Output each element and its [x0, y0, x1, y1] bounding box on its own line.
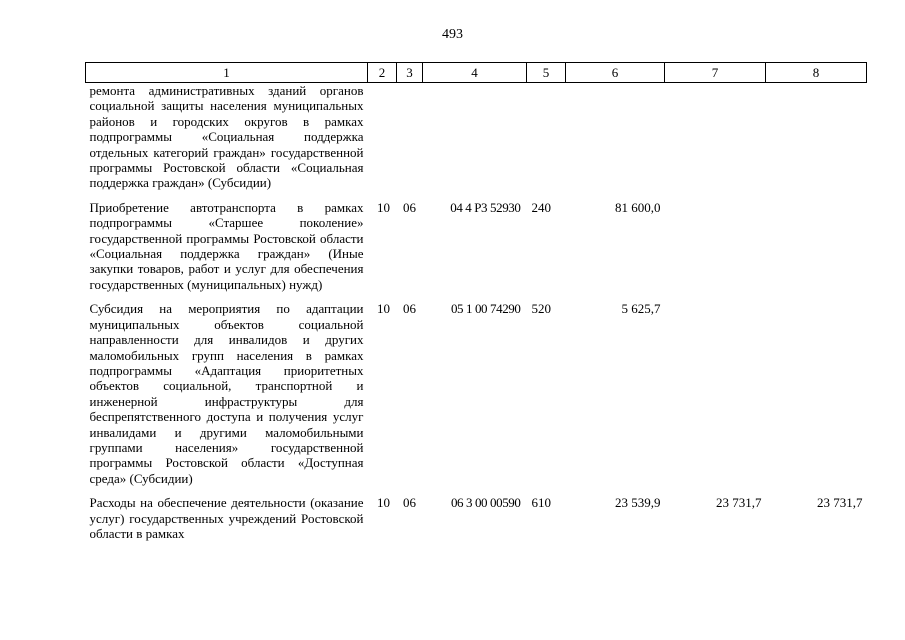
row-amount-col7 [665, 83, 766, 200]
column-number-3: 3 [397, 63, 423, 83]
row-description: Приобретение автотранспорта в рамках подпрограммы «Старшее поколение» государственной программы Ростовской области «Социальная поддержка граждан» (Иные закупки товаров, работ и услуг для обеспечения государственных (муниципальных) нужд) [89, 199, 364, 292]
row-section-code: 10 [377, 301, 390, 317]
table-body [86, 83, 867, 542]
row-subsection-code: 06 [403, 301, 416, 317]
row-target-article [423, 83, 527, 200]
row-subsection-code: 06 [403, 495, 416, 511]
table-row [86, 200, 867, 301]
table-header [86, 63, 867, 83]
row-description: Субсидия на мероприятия по адаптации муниципальных объектов социальной направленности для инвалидов и других маломобильных групп населения в рамках подпрограммы «Адаптация приоритетных объектов социальной, транспортной и инженерной инфраструктуры для беспрепятственного доступа и получения услуг инвалидами и другими маломобильными группами населения» государственной программы Ростовской области «Доступная среда» (Субсидии) [89, 301, 364, 486]
column-number-2: 2 [368, 63, 397, 83]
row-amount-col6: 81 600,0 [615, 199, 661, 215]
row-section-code [368, 83, 397, 200]
row-amount-col7 [665, 200, 766, 301]
table-row [86, 83, 867, 200]
column-number-5: 5 [527, 63, 566, 83]
row-expense-type: 610 [531, 495, 551, 511]
row-description: Расходы на обеспечение деятельности (оказание услуг) государственных учреждений Ростовской области в рамках [89, 495, 364, 541]
page-number: 493 [442, 27, 463, 42]
column-number-8: 8 [766, 63, 867, 83]
column-number-row [86, 63, 867, 83]
row-section-code: 10 [377, 199, 390, 215]
row-subsection-code: 06 [403, 199, 416, 215]
column-number-1: 1 [86, 63, 368, 83]
row-subsection-code [397, 83, 423, 200]
table-row [86, 301, 867, 495]
row-expense-type: 520 [531, 301, 551, 317]
row-amount-col6: 5 625,7 [621, 301, 661, 317]
row-amount-col6 [566, 83, 665, 200]
budget-table [85, 62, 867, 541]
row-amount-col8 [766, 83, 867, 200]
row-expense-type: 240 [531, 199, 551, 215]
column-number-6: 6 [566, 63, 665, 83]
row-amount-col6: 23 539,9 [615, 495, 661, 511]
row-amount-col7 [665, 301, 766, 495]
table-row [86, 495, 867, 541]
row-section-code: 10 [377, 495, 390, 511]
column-number-7: 7 [665, 63, 766, 83]
row-amount-col8: 23 731,7 [817, 495, 863, 511]
row-target-article: 04 4 P3 52930 [450, 199, 521, 215]
row-amount-col8 [766, 200, 867, 301]
row-expense-type [527, 83, 566, 200]
row-amount-col8 [766, 301, 867, 495]
column-number-4: 4 [423, 63, 527, 83]
row-amount-col7: 23 731,7 [716, 495, 762, 511]
row-target-article: 05 1 00 74290 [450, 301, 521, 317]
row-target-article: 06 3 00 00590 [450, 495, 521, 511]
row-description: ремонта административных зданий органов социальной защиты населения муниципальных районов и городских округов в рамках подпрограммы «Социальная поддержка отдельных категорий граждан» государственной программы Ростовской области «Социальная поддержка граждан» (Субсидии) [89, 83, 364, 191]
